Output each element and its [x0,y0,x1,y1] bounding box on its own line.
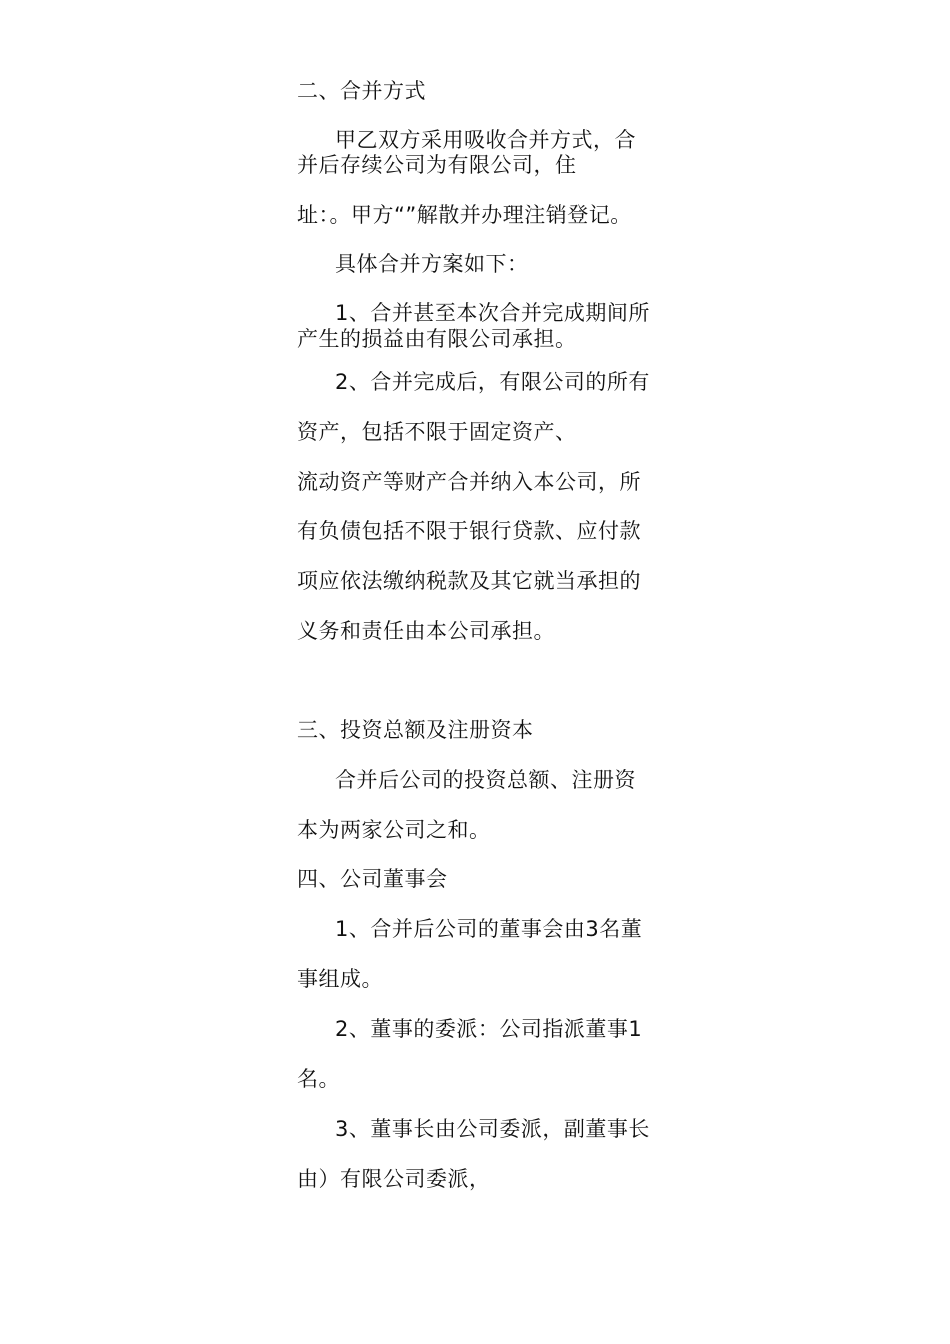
list-item-3: 3、董事长由公司委派，副董事长 [335,1117,650,1141]
list-item-1: 1、合并甚至本次合并完成期间所 [335,301,650,325]
paragraph-line: 合并后公司的投资总额、注册资 [335,768,636,792]
paragraph-line: 本为两家公司之和。 [297,818,491,842]
paragraph-line: 资产，包括不限于固定资产、 [297,420,577,444]
paragraph-line: 址：。甲方“”解散并办理注销登记。 [297,203,632,227]
paragraph-line: 并后存续公司为有限公司，住 [297,153,577,177]
section-heading-merger-method: 二、合并方式 [297,79,426,103]
paragraph-line: 产生的损益由有限公司承担。 [297,327,577,351]
paragraph-line: 事组成。 [297,967,383,991]
section-heading-investment: 三、投资总额及注册资本 [297,718,534,742]
paragraph-line: 名。 [297,1067,340,1091]
section-heading-board: 四、公司董事会 [297,867,448,891]
paragraph-line: 流动资产等财产合并纳入本公司，所 [297,470,641,494]
paragraph-line: 义务和责任由本公司承担。 [297,619,555,643]
paragraph-line: 项应依法缴纳税款及其它就当承担的 [297,569,641,593]
list-item-2: 2、合并完成后，有限公司的所有 [335,370,650,394]
list-item-2: 2、董事的委派：公司指派董事1 [335,1017,643,1041]
paragraph-line: 有负债包括不限于银行贷款、应付款 [297,519,641,543]
paragraph-line: 具体合并方案如下： [335,252,529,276]
paragraph-line: 甲乙双方采用吸收合并方式，合 [335,128,636,152]
list-item-1: 1、合并后公司的董事会由3名董 [335,917,643,941]
paragraph-line: 由）有限公司委派， [297,1167,491,1191]
